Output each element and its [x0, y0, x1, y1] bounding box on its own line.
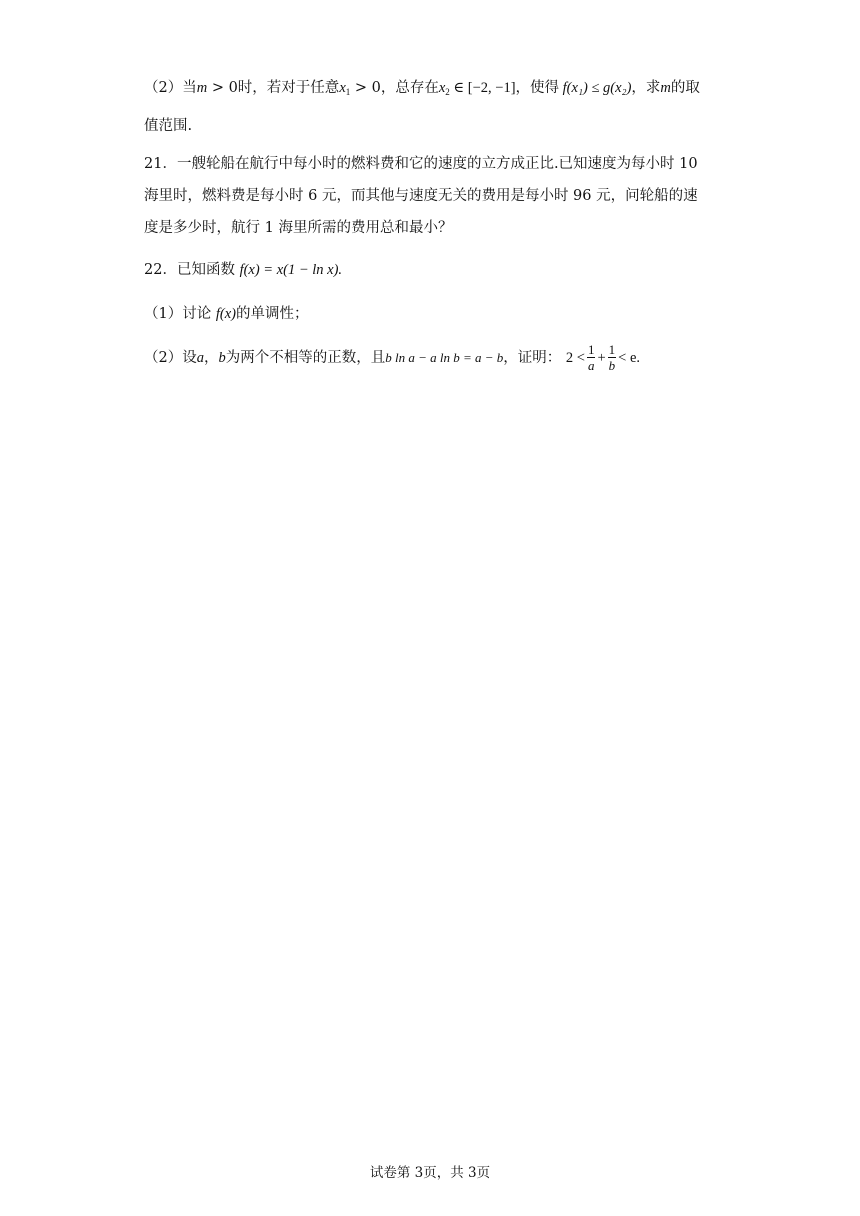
q22-part2-lead: （2）设 — [144, 350, 197, 366]
q22-part1-tail: 的单调性； — [235, 306, 309, 322]
q22-part2: （2）设a，b为两个不相等的正数，且b ln a − a ln b = a − b，证明： 2 < $\frac{1}{a}$ + $\frac{1}{b}$ < e. — [144, 342, 641, 373]
q20-tail: ，求 — [631, 80, 661, 96]
q21-line3: 度是多少时，航行 1 海里所需的费用总和最小？ — [144, 220, 453, 236]
q22-part1-formula: f(x) — [215, 306, 236, 322]
ineq-right: < e. — [618, 350, 641, 366]
q20-interval: ∈ [−2, −1]，使得 — [449, 80, 563, 96]
var-m-2: m — [660, 80, 671, 96]
q20-tail2: 的取 — [670, 80, 700, 96]
fraction-1-over-b: $\frac{1}{b}$ — [608, 342, 616, 373]
var-a: a — [196, 350, 204, 366]
q21-line1: 21．一艘轮船在航行中每小时的燃料费和它的速度的立方成正比.已知速度为每小时 10 — [144, 156, 698, 172]
q20-part2-line2: 值范围. — [144, 118, 193, 134]
q20-cond1: > 0时，若对于任意 — [207, 80, 340, 96]
q22-function-formula: f(x) = x(1 − ln x). — [239, 262, 343, 278]
ineq-left: 2 < — [565, 350, 585, 366]
fraction-1-over-a: $\frac{1}{a}$ — [587, 342, 595, 373]
var-m: m — [196, 80, 208, 96]
page-footer: 试卷第 3页，共 3页 — [369, 1165, 491, 1181]
q20-lead: （2）当 — [144, 80, 197, 96]
q22-part2-mid2: 为两个不相等的正数，且 — [225, 350, 386, 366]
q20-inequality: f(x₁) ≤ g(x₂) — [562, 80, 632, 96]
var-b: b — [218, 350, 226, 366]
q22-stem — [144, 260, 342, 280]
q20-cond2: > 0，总存在 — [350, 80, 439, 96]
q22-part1-lead: （1）讨论 — [144, 306, 216, 322]
var-x1: $x_1$ — [339, 80, 351, 97]
q22-stem-lead: 22．已知函数 — [144, 262, 240, 278]
q22-part1 — [144, 304, 308, 324]
var-x2: $x_2$ — [438, 80, 450, 97]
q21-line2: 海里时，燃料费是每小时 6 元，而其他与速度无关的费用是每小时 96 元，问轮船的速 — [144, 188, 698, 204]
q22-part2-mid1: ， — [203, 350, 219, 366]
q22-part2-mid3: ，证明： — [503, 350, 562, 366]
q20-part2-line1 — [144, 78, 700, 102]
q22-condition-equation: b ln a − a ln b = a − b — [385, 350, 504, 365]
